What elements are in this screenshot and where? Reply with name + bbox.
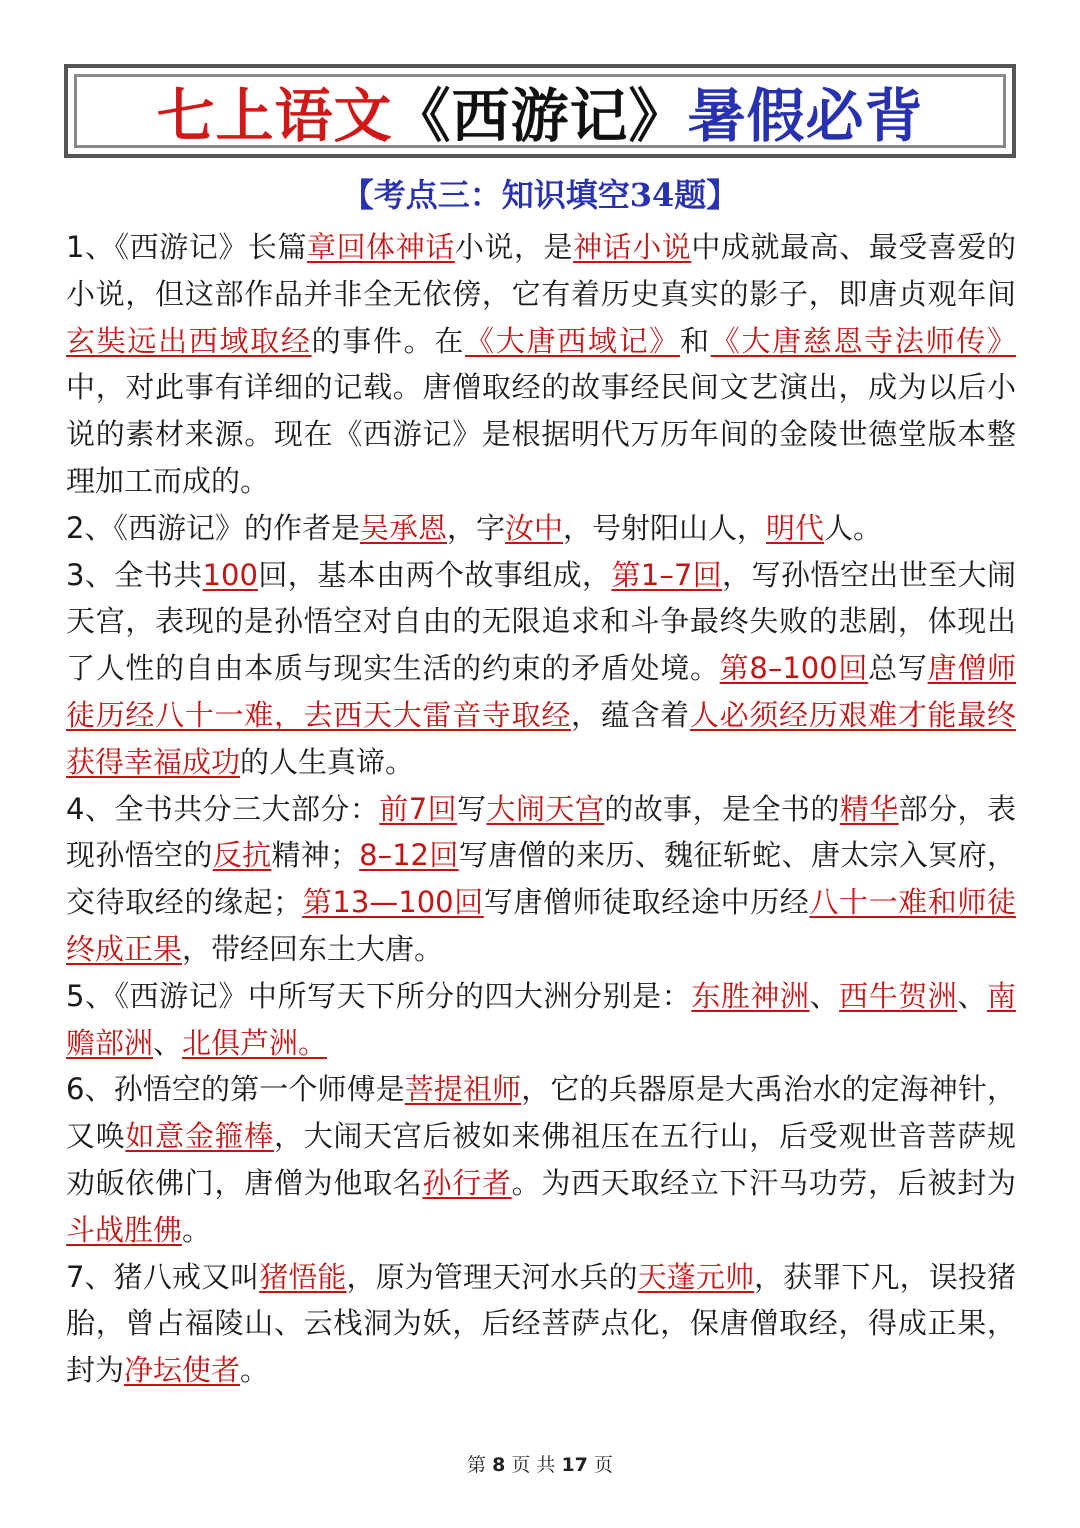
answer-blank: 菩提祖师	[404, 1072, 522, 1107]
title-part-subject: 七上语文	[156, 82, 393, 150]
answer-blank: 孙行者	[422, 1165, 512, 1200]
title-part-summer: 暑假必背	[687, 82, 924, 150]
answer-blank: 南赡部洲	[66, 978, 1016, 1060]
answer-blank: 《大唐西域记》	[465, 323, 680, 358]
answer-blank: 西牛贺洲	[839, 978, 958, 1013]
item-text: 。	[240, 1353, 270, 1388]
section-heading: 【考点三：知识填空34题】	[341, 176, 739, 214]
item-text: 4、全书共分三大部分：	[66, 791, 380, 826]
item-text: ，蕴含着	[571, 697, 690, 732]
item-text: 回，基本由两个故事组成，	[257, 557, 612, 592]
answer-blank: 北俱芦洲。	[182, 1025, 328, 1060]
item-text: 人。	[824, 510, 883, 545]
answer-blank: 斗战胜佛	[66, 1212, 183, 1247]
item-text: ，字	[446, 510, 505, 545]
knowledge-item-3	[66, 552, 1016, 786]
answer-blank: 吴承恩	[359, 510, 447, 545]
title-inner-border	[74, 74, 1006, 148]
item-text: 、	[957, 978, 987, 1013]
item-text: 、	[153, 1025, 183, 1060]
answer-blank: 精华	[839, 791, 899, 826]
answer-blank: 第13—100回	[302, 885, 484, 920]
knowledge-item-6	[66, 1066, 1016, 1253]
item-text: 7、猪八戒又叫	[66, 1259, 260, 1294]
knowledge-item-2	[66, 505, 1016, 552]
answer-blank: 《大唐慈恩寺法师传》	[710, 323, 1016, 358]
item-text: ，原为管理天河水兵的	[346, 1259, 638, 1294]
answer-blank: 第8–100回	[719, 651, 869, 686]
knowledge-item-5	[66, 973, 1016, 1067]
item-text: 2、《西游记》的作者是	[66, 510, 360, 545]
footer-post: 页	[593, 1454, 613, 1476]
answer-blank: 8–12回	[359, 838, 459, 873]
page-footer	[0, 1450, 1080, 1477]
item-text: ，号射阳山人，	[563, 510, 767, 545]
content-body	[66, 224, 1016, 1394]
knowledge-item-1	[66, 224, 1016, 505]
item-text: 写唐僧的来历、魏征斩蛇、唐太宗入冥府，交待取经的缘起；	[66, 838, 1016, 920]
item-text: 3、全书共	[66, 557, 203, 592]
item-text: 的故事，是全书的	[604, 791, 840, 826]
item-text: 写	[457, 791, 487, 826]
answer-blank: 玄奘远出西域取经	[66, 323, 312, 358]
item-text: ，获罪下凡，误投猪胎，曾占福陵山、云栈洞为妖，后经菩萨点化，保唐僧取经，得成正果，封为	[66, 1259, 1016, 1388]
answer-blank: 神话小说	[573, 230, 692, 264]
item-text: 。为西天取经立下汗马功劳，后被封为	[511, 1165, 1016, 1200]
answer-blank: 八十一难和师徒终成正果	[66, 885, 1016, 966]
answer-blank: 净坛使者	[124, 1353, 241, 1388]
answer-blank: 东胜神洲	[691, 978, 810, 1013]
footer-pre: 第	[467, 1454, 487, 1476]
item-text: 6、孙悟空的第一个师傅是	[66, 1072, 405, 1107]
answer-blank: 汝中	[504, 510, 563, 545]
knowledge-item-4	[66, 786, 1016, 973]
footer-mid: 页 共	[511, 1454, 556, 1476]
item-text: 部分，表现孙悟空的	[66, 791, 1016, 873]
item-text: 的人生真谛。	[240, 744, 415, 779]
item-text: 写唐僧师徒取经途中历经	[483, 885, 810, 920]
title-frame	[64, 64, 1016, 158]
item-text: 小说，是	[454, 230, 574, 264]
title-part-book: 《西游记》	[392, 82, 688, 150]
answer-blank: 第1–7回	[611, 557, 723, 592]
item-text: 的事件。在	[311, 323, 466, 358]
item-text: 、	[809, 978, 840, 1013]
item-text: ，大闹天宫后被如来佛祖压在五行山，后受观世音菩萨规劝皈依佛门，唐僧为他取名	[66, 1119, 1016, 1200]
item-text: 5、《西游记》中所写天下所分的四大洲分别是：	[66, 978, 692, 1013]
item-text: 1、《西游记》长篇	[66, 230, 308, 264]
answer-blank: 唐僧师徒历经八十一难，去西天大雷音寺取经	[66, 651, 1016, 732]
answer-blank: 反抗	[212, 838, 272, 873]
answer-blank: 明代	[766, 510, 825, 545]
item-text: 。	[182, 1212, 212, 1247]
answer-blank: 猪悟能	[259, 1259, 347, 1294]
item-text: 精神；	[271, 838, 360, 873]
page-title	[156, 69, 923, 153]
footer-page-number: 8	[492, 1454, 506, 1476]
item-text: 中成就最高、最受喜爱的小说，但这部作品并非全无依傍，它有着历史真实的影子，即唐贞观年间	[66, 230, 1016, 311]
answer-blank: 前7回	[379, 791, 458, 826]
footer-total-pages: 17	[561, 1454, 588, 1476]
item-text: 总写	[868, 651, 928, 686]
knowledge-item-7	[66, 1254, 1016, 1394]
answer-blank: 章回体神话	[307, 230, 455, 264]
item-text: ，写孙悟空出世至大闹天宫，表现的是孙悟空对自由的无限追求和斗争最终失败的悲剧，体现出了人性的自由本质与现实生活的约束的矛盾处境。	[66, 557, 1016, 686]
item-text: ，它的兵器原是大禹治水的定海神针，又唤	[66, 1072, 1016, 1154]
answer-blank: 人必须经历艰难才能最终获得幸福成功	[66, 697, 1016, 779]
answer-blank: 天蓬元帅	[637, 1259, 755, 1294]
item-text: 中，对此事有详细的记载。唐僧取经的故事经民间文艺演出，成为以后小说的素材来源。现在《西游记》是根据明代万历年间的金陵世德堂版本整理加工而成的。	[66, 370, 1016, 498]
item-text: 和	[679, 323, 711, 358]
item-text: ，带经回东土大唐。	[182, 931, 444, 966]
answer-blank: 100	[202, 557, 258, 592]
answer-blank: 如意金箍棒	[125, 1119, 274, 1154]
answer-blank: 大闹天宫	[486, 791, 605, 826]
